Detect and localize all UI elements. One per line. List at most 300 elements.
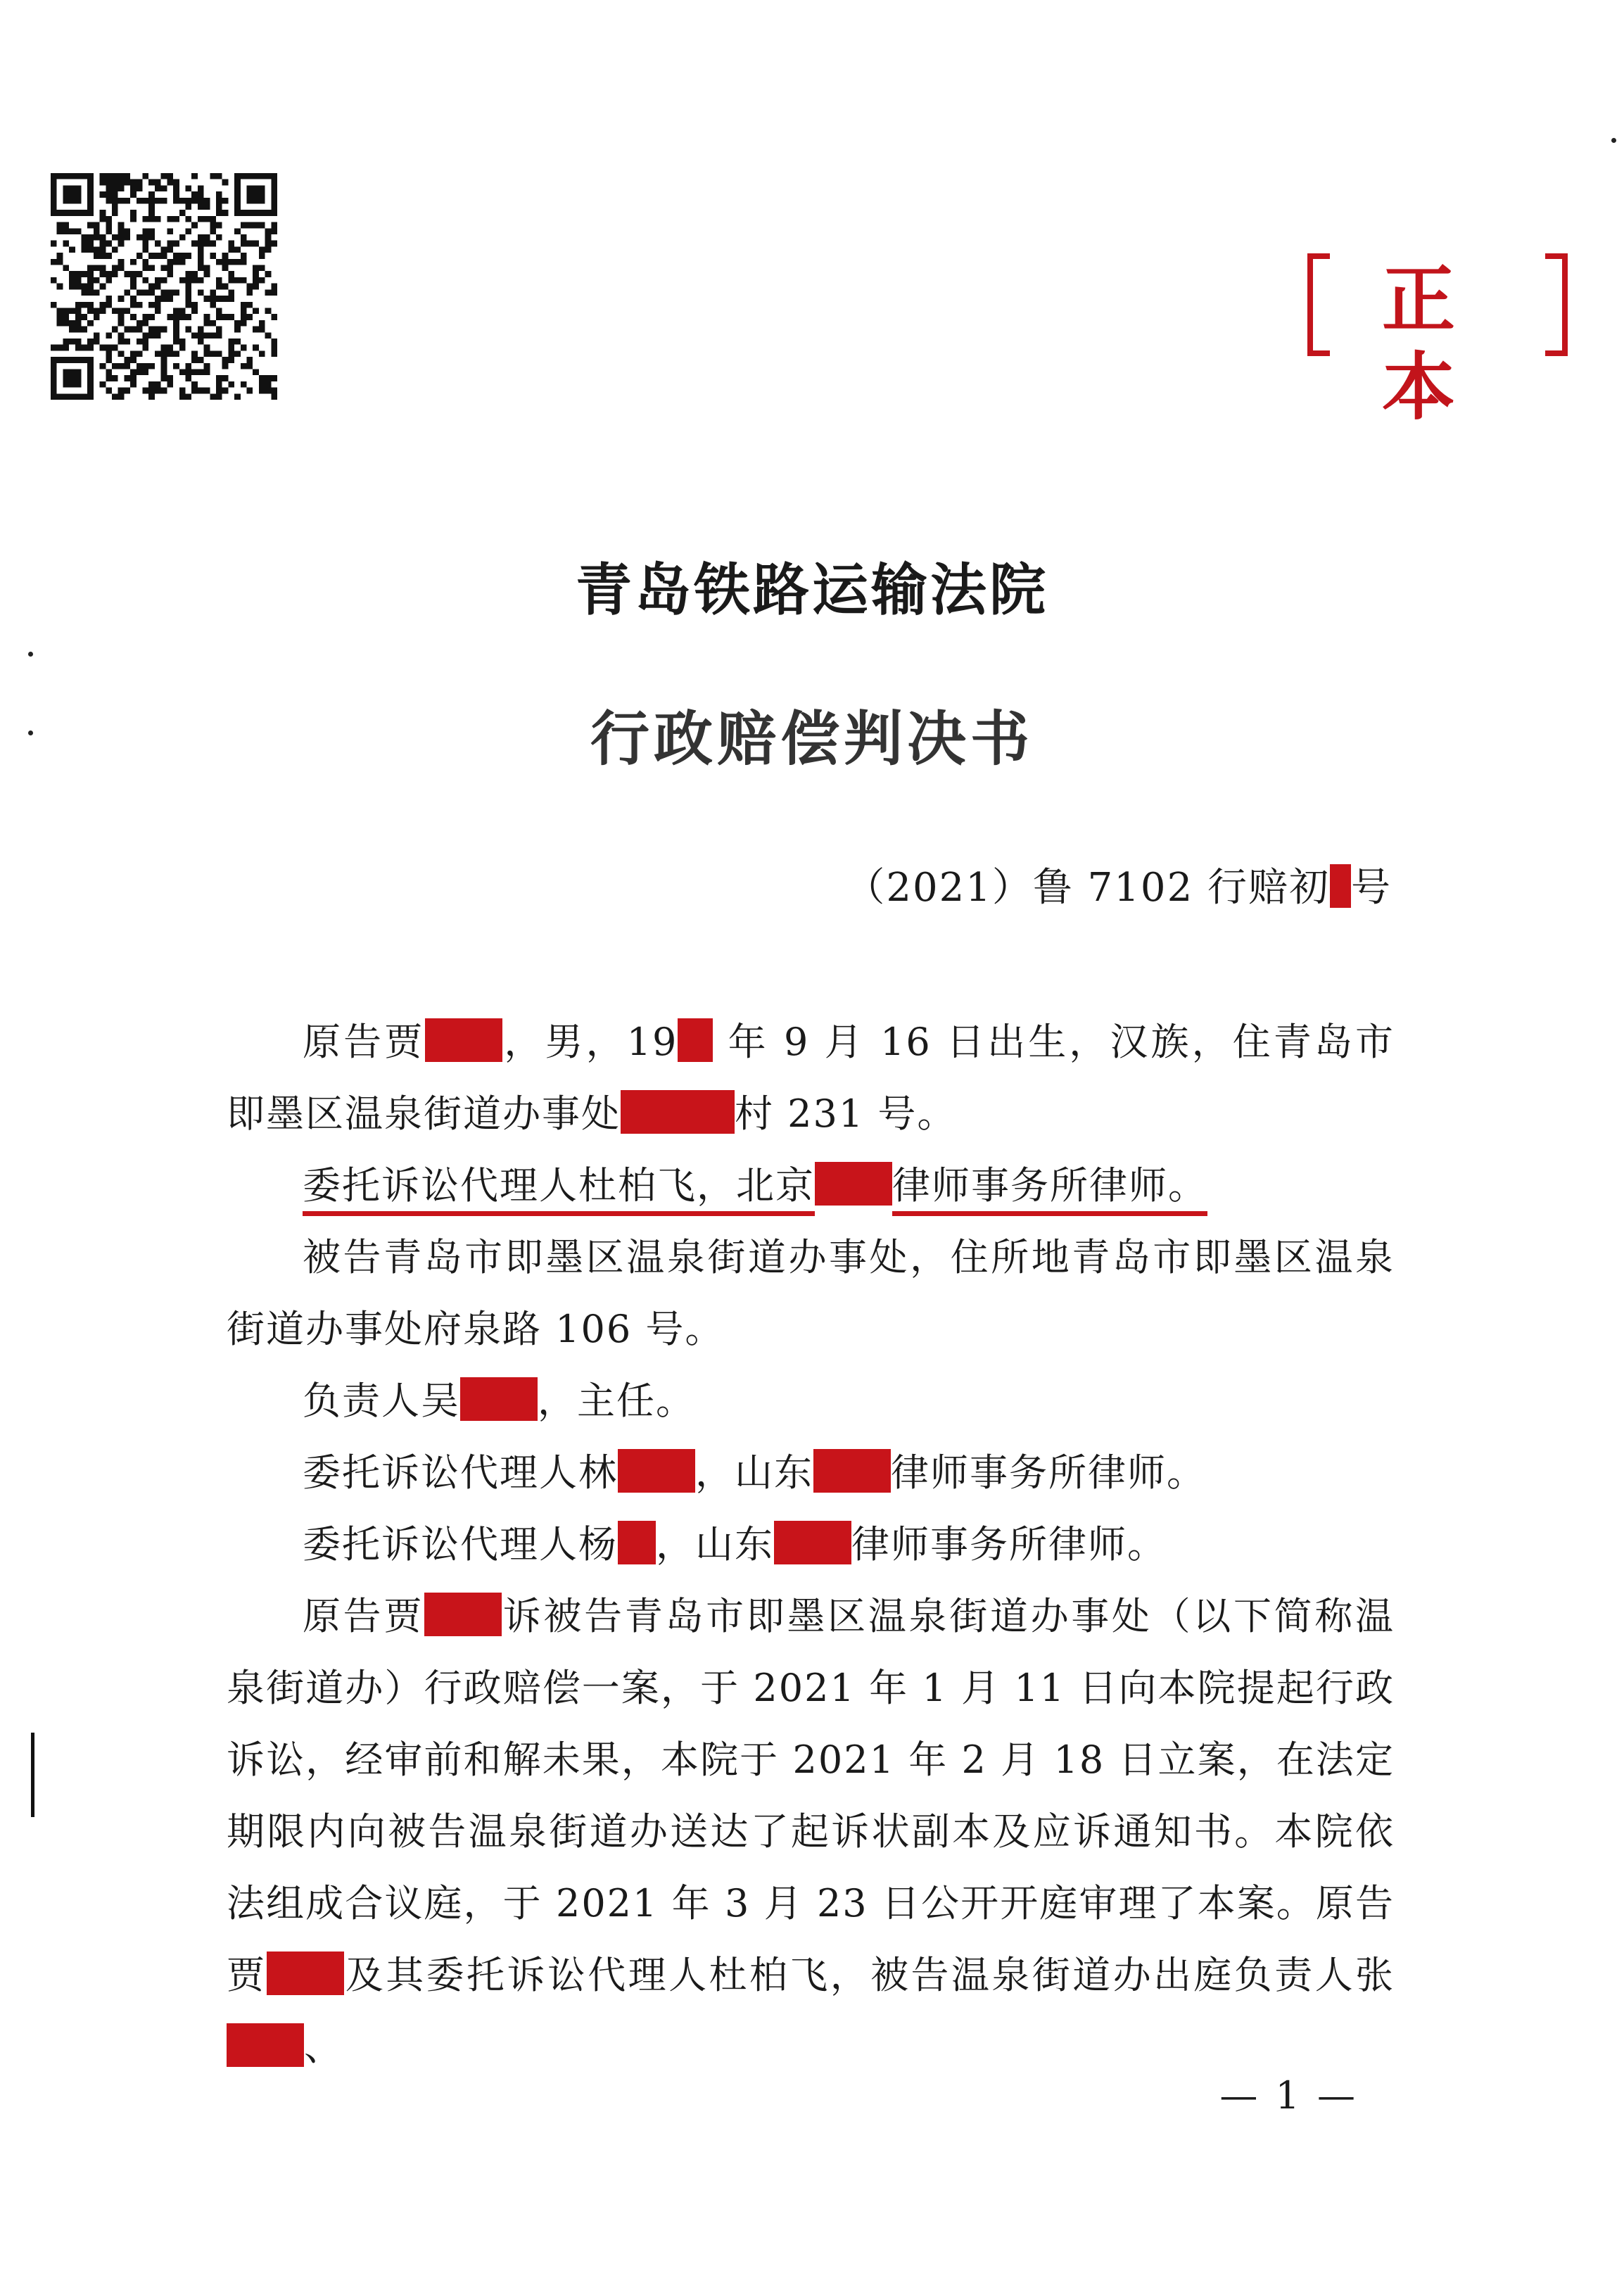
qr-module bbox=[143, 320, 149, 327]
qr-module bbox=[259, 253, 265, 259]
qr-module bbox=[69, 277, 75, 284]
qr-module bbox=[137, 253, 143, 259]
qr-module bbox=[259, 381, 265, 388]
qr-module bbox=[253, 369, 259, 375]
qr-module bbox=[179, 234, 186, 241]
qr-module bbox=[161, 327, 167, 333]
qr-module bbox=[185, 204, 191, 210]
qr-module bbox=[167, 179, 173, 186]
qr-module bbox=[228, 241, 234, 247]
qr-module bbox=[57, 210, 63, 216]
qr-module bbox=[271, 210, 277, 216]
qr-module bbox=[143, 363, 149, 369]
qr-module bbox=[75, 375, 82, 381]
qr-module bbox=[234, 393, 241, 400]
qr-module bbox=[137, 339, 143, 345]
qr-module bbox=[63, 339, 69, 345]
qr-module bbox=[112, 198, 118, 204]
qr-module bbox=[75, 198, 82, 204]
qr-module bbox=[87, 198, 94, 204]
qr-module bbox=[118, 314, 125, 320]
qr-module bbox=[82, 327, 88, 333]
qr-module bbox=[161, 388, 167, 394]
qr-module bbox=[148, 228, 155, 234]
qr-module bbox=[112, 204, 118, 210]
redaction-box bbox=[618, 1521, 656, 1564]
qr-module bbox=[148, 393, 155, 400]
qr-module bbox=[143, 265, 149, 272]
text-run: 及其委托诉讼代理人杜柏飞，被告温泉街道办出庭负责人张 bbox=[344, 1953, 1395, 1997]
qr-module bbox=[57, 320, 63, 327]
qr-module bbox=[100, 241, 106, 247]
qr-module bbox=[106, 296, 112, 302]
qr-module bbox=[87, 339, 94, 345]
qr-module bbox=[69, 271, 75, 277]
qr-module bbox=[69, 185, 75, 191]
qr-module bbox=[137, 320, 143, 327]
qr-module bbox=[57, 345, 63, 351]
qr-module bbox=[161, 289, 167, 296]
qr-module bbox=[179, 369, 186, 375]
qr-module bbox=[216, 284, 222, 290]
qr-module bbox=[124, 363, 130, 369]
qr-module bbox=[185, 228, 191, 234]
qr-module bbox=[63, 320, 69, 327]
qr-module bbox=[75, 173, 82, 179]
qr-module bbox=[210, 393, 216, 400]
qr-module bbox=[204, 216, 210, 222]
qr-module bbox=[118, 339, 125, 345]
qr-module bbox=[265, 289, 272, 296]
qr-code-graphic bbox=[51, 173, 277, 400]
qr-module bbox=[75, 191, 82, 198]
qr-module bbox=[198, 357, 204, 363]
qr-module bbox=[51, 198, 57, 204]
qr-module bbox=[161, 277, 167, 284]
qr-module bbox=[87, 381, 94, 388]
qr-module bbox=[228, 289, 234, 296]
qr-module bbox=[148, 332, 155, 339]
qr-module bbox=[130, 271, 137, 277]
qr-module bbox=[241, 345, 247, 351]
qr-module bbox=[124, 198, 130, 204]
qr-module bbox=[204, 369, 210, 375]
qr-module bbox=[137, 369, 143, 375]
qr-module bbox=[155, 253, 161, 259]
qr-module bbox=[155, 296, 161, 302]
qr-module bbox=[216, 277, 222, 284]
qr-module bbox=[216, 198, 222, 204]
qr-module bbox=[210, 332, 216, 339]
redaction-box bbox=[227, 2023, 304, 2067]
qr-module bbox=[210, 320, 216, 327]
qr-module bbox=[210, 302, 216, 308]
qr-module bbox=[148, 284, 155, 290]
qr-module bbox=[75, 339, 82, 345]
qr-module bbox=[82, 234, 88, 241]
qr-module bbox=[118, 185, 125, 191]
qr-module bbox=[155, 381, 161, 388]
qr-module bbox=[173, 191, 179, 198]
qr-module bbox=[241, 308, 247, 314]
paragraph-case-summary bbox=[227, 1581, 1395, 2083]
qr-module bbox=[185, 277, 191, 284]
qr-module bbox=[106, 198, 112, 204]
qr-module bbox=[87, 302, 94, 308]
redaction-box bbox=[678, 1018, 713, 1062]
qr-module bbox=[204, 332, 210, 339]
qr-module bbox=[167, 228, 173, 234]
qr-module bbox=[148, 289, 155, 296]
qr-module bbox=[148, 302, 155, 308]
page-number-text: — 1 — bbox=[1219, 2073, 1358, 2118]
qr-module bbox=[259, 350, 265, 357]
qr-module bbox=[204, 241, 210, 247]
qr-module bbox=[94, 308, 100, 314]
qr-module bbox=[234, 173, 241, 179]
qr-module bbox=[271, 241, 277, 247]
qr-module bbox=[137, 185, 143, 191]
qr-module bbox=[155, 284, 161, 290]
scan-artifact-dot bbox=[28, 652, 33, 657]
qr-module bbox=[124, 357, 130, 363]
qr-module bbox=[106, 388, 112, 394]
qr-module bbox=[216, 296, 222, 302]
qr-module bbox=[94, 314, 100, 320]
qr-module bbox=[271, 339, 277, 345]
qr-module bbox=[63, 265, 69, 272]
qr-module bbox=[198, 369, 204, 375]
qr-module bbox=[216, 191, 222, 198]
qr-module bbox=[204, 271, 210, 277]
qr-module bbox=[271, 179, 277, 186]
qr-module bbox=[137, 302, 143, 308]
qr-module bbox=[130, 191, 137, 198]
qr-module bbox=[191, 198, 198, 204]
qr-module bbox=[191, 388, 198, 394]
qr-module bbox=[124, 234, 130, 241]
qr-module bbox=[179, 314, 186, 320]
scan-artifact-dot bbox=[28, 730, 33, 735]
qr-module bbox=[143, 277, 149, 284]
qr-module bbox=[143, 259, 149, 265]
paragraph-plaintiff bbox=[227, 1006, 1395, 1150]
qr-module bbox=[259, 185, 265, 191]
qr-module bbox=[69, 393, 75, 400]
text-run: 原告贾 bbox=[303, 1594, 425, 1638]
stamp-bracket-right bbox=[1545, 253, 1568, 356]
qr-module bbox=[198, 253, 204, 259]
qr-module bbox=[167, 173, 173, 179]
qr-module bbox=[167, 259, 173, 265]
qr-module bbox=[222, 314, 229, 320]
text-run: 委托诉讼代理人杨 bbox=[303, 1522, 618, 1567]
qr-module bbox=[143, 241, 149, 247]
qr-module bbox=[173, 185, 179, 191]
qr-module bbox=[124, 388, 130, 394]
qr-module bbox=[106, 241, 112, 247]
qr-module bbox=[234, 320, 241, 327]
qr-module bbox=[161, 198, 167, 204]
qr-module bbox=[57, 222, 63, 229]
qr-module bbox=[87, 191, 94, 198]
qr-module bbox=[185, 296, 191, 302]
qr-module bbox=[130, 327, 137, 333]
text-run: 委托诉讼代理人林 bbox=[303, 1450, 618, 1495]
qr-module bbox=[191, 271, 198, 277]
qr-module bbox=[130, 179, 137, 186]
qr-module bbox=[167, 265, 173, 272]
qr-module bbox=[57, 357, 63, 363]
qr-module bbox=[271, 345, 277, 351]
qr-module bbox=[130, 302, 137, 308]
qr-module bbox=[148, 327, 155, 333]
qr-module bbox=[118, 363, 125, 369]
qr-module bbox=[87, 271, 94, 277]
qr-module bbox=[112, 308, 118, 314]
qr-module bbox=[246, 314, 253, 320]
qr-module bbox=[106, 191, 112, 198]
qr-module bbox=[106, 216, 112, 222]
qr-module bbox=[87, 277, 94, 284]
qr-module bbox=[112, 179, 118, 186]
text-run: 诉被告青岛市即墨区温泉街道办事处（以下简称温泉街道办）行政赔偿一案，于 2021 年 1 月 11 日向本院提起行政诉讼，经审前和解未果，本院于 2021 年 2 月 18 日立案，在法定期限内向被告温泉街道办送达了起诉状副本及应诉通知书。本院依法组成合议庭，于 2021 年 3 月 23 日公开开庭审理了本案。原告贾 bbox=[227, 1594, 1395, 1997]
qr-module bbox=[124, 308, 130, 314]
qr-module bbox=[210, 222, 216, 229]
qr-module bbox=[63, 222, 69, 229]
qr-module bbox=[106, 185, 112, 191]
qr-module bbox=[265, 332, 272, 339]
qr-module bbox=[179, 339, 186, 345]
qr-module bbox=[265, 308, 272, 314]
qr-module bbox=[191, 222, 198, 229]
text-run: 、 bbox=[304, 2025, 343, 2069]
qr-module bbox=[216, 350, 222, 357]
qr-module bbox=[265, 388, 272, 394]
qr-module bbox=[106, 302, 112, 308]
qr-module bbox=[69, 320, 75, 327]
qr-module bbox=[69, 357, 75, 363]
qr-module bbox=[210, 216, 216, 222]
original-copy-stamp bbox=[1307, 253, 1568, 430]
qr-module bbox=[246, 357, 253, 363]
qr-module bbox=[179, 345, 186, 351]
qr-module bbox=[198, 265, 204, 272]
qr-module bbox=[228, 314, 234, 320]
redaction-box bbox=[621, 1090, 735, 1134]
qr-module bbox=[259, 327, 265, 333]
qr-module bbox=[198, 198, 204, 204]
qr-module bbox=[210, 289, 216, 296]
qr-module bbox=[253, 284, 259, 290]
qr-module bbox=[69, 375, 75, 381]
qr-module bbox=[75, 277, 82, 284]
qr-module bbox=[167, 246, 173, 253]
qr-module bbox=[124, 173, 130, 179]
qr-module bbox=[228, 381, 234, 388]
qr-module bbox=[51, 381, 57, 388]
qr-module bbox=[271, 191, 277, 198]
qr-module bbox=[198, 234, 204, 241]
paragraph-defendant-agent-2 bbox=[227, 1509, 1395, 1581]
qr-module bbox=[112, 234, 118, 241]
qr-module bbox=[253, 271, 259, 277]
qr-code bbox=[51, 173, 277, 400]
qr-module bbox=[155, 302, 161, 308]
qr-module bbox=[241, 234, 247, 241]
qr-module bbox=[191, 350, 198, 357]
redaction-box bbox=[815, 1162, 892, 1206]
qr-module bbox=[75, 210, 82, 216]
qr-module bbox=[228, 259, 234, 265]
qr-module bbox=[75, 185, 82, 191]
qr-module bbox=[204, 314, 210, 320]
qr-module bbox=[130, 296, 137, 302]
qr-module bbox=[69, 173, 75, 179]
qr-module bbox=[100, 284, 106, 290]
qr-module bbox=[100, 265, 106, 272]
qr-module bbox=[143, 314, 149, 320]
qr-module bbox=[191, 332, 198, 339]
qr-module bbox=[173, 241, 179, 247]
qr-module bbox=[148, 363, 155, 369]
qr-module bbox=[234, 350, 241, 357]
qr-module bbox=[100, 308, 106, 314]
qr-module bbox=[173, 332, 179, 339]
qr-module bbox=[246, 198, 253, 204]
qr-module bbox=[155, 179, 161, 186]
qr-module bbox=[118, 332, 125, 339]
qr-module bbox=[69, 308, 75, 314]
qr-module bbox=[63, 375, 69, 381]
qr-module bbox=[246, 185, 253, 191]
qr-module bbox=[87, 320, 94, 327]
qr-module bbox=[155, 216, 161, 222]
qr-module bbox=[51, 179, 57, 186]
qr-module bbox=[228, 350, 234, 357]
qr-module bbox=[210, 241, 216, 247]
qr-module bbox=[222, 296, 229, 302]
qr-module bbox=[185, 271, 191, 277]
qr-module bbox=[82, 357, 88, 363]
qr-module bbox=[241, 253, 247, 259]
qr-module bbox=[63, 210, 69, 216]
qr-module bbox=[246, 191, 253, 198]
qr-module bbox=[82, 246, 88, 253]
qr-module bbox=[241, 241, 247, 247]
qr-module bbox=[143, 198, 149, 204]
qr-module bbox=[148, 381, 155, 388]
qr-module bbox=[234, 339, 241, 345]
qr-module bbox=[87, 357, 94, 363]
qr-module bbox=[198, 332, 204, 339]
qr-module bbox=[94, 246, 100, 253]
qr-module bbox=[167, 381, 173, 388]
qr-module bbox=[241, 259, 247, 265]
qr-module bbox=[100, 381, 106, 388]
qr-module bbox=[57, 259, 63, 265]
qr-module bbox=[216, 393, 222, 400]
qr-module bbox=[198, 327, 204, 333]
qr-module bbox=[259, 265, 265, 272]
qr-module bbox=[246, 210, 253, 216]
qr-module bbox=[75, 228, 82, 234]
qr-module bbox=[124, 228, 130, 234]
qr-module bbox=[259, 198, 265, 204]
qr-module bbox=[51, 369, 57, 375]
qr-module bbox=[143, 228, 149, 234]
qr-module bbox=[137, 234, 143, 241]
qr-module bbox=[94, 277, 100, 284]
judgment-body bbox=[227, 1006, 1395, 2083]
qr-module bbox=[75, 302, 82, 308]
qr-module bbox=[100, 210, 106, 216]
qr-module bbox=[69, 381, 75, 388]
qr-module bbox=[106, 173, 112, 179]
qr-module bbox=[143, 332, 149, 339]
qr-module bbox=[87, 284, 94, 290]
qr-module bbox=[63, 173, 69, 179]
qr-module bbox=[148, 314, 155, 320]
qr-module bbox=[228, 277, 234, 284]
qr-module bbox=[143, 216, 149, 222]
qr-module bbox=[198, 204, 204, 210]
qr-module bbox=[112, 191, 118, 198]
qr-module bbox=[75, 271, 82, 277]
qr-module bbox=[51, 357, 57, 363]
qr-module bbox=[234, 185, 241, 191]
qr-module bbox=[87, 246, 94, 253]
qr-module bbox=[130, 350, 137, 357]
qr-module bbox=[148, 204, 155, 210]
qr-module bbox=[155, 308, 161, 314]
qr-module bbox=[253, 198, 259, 204]
qr-module bbox=[130, 185, 137, 191]
qr-module bbox=[271, 314, 277, 320]
qr-module bbox=[118, 198, 125, 204]
qr-module bbox=[173, 216, 179, 222]
qr-module bbox=[100, 179, 106, 186]
text-run: ，山东 bbox=[656, 1522, 774, 1567]
qr-module bbox=[63, 393, 69, 400]
redaction-box bbox=[813, 1449, 891, 1493]
qr-module bbox=[51, 375, 57, 381]
qr-module bbox=[253, 265, 259, 272]
qr-module bbox=[167, 350, 173, 357]
qr-module bbox=[185, 253, 191, 259]
qr-module bbox=[94, 253, 100, 259]
qr-module bbox=[198, 259, 204, 265]
qr-module bbox=[234, 246, 241, 253]
qr-module bbox=[179, 253, 186, 259]
qr-module bbox=[87, 173, 94, 179]
qr-module bbox=[94, 289, 100, 296]
qr-module bbox=[63, 241, 69, 247]
qr-module bbox=[173, 363, 179, 369]
qr-module bbox=[69, 339, 75, 345]
qr-module bbox=[118, 173, 125, 179]
qr-module bbox=[173, 327, 179, 333]
qr-module bbox=[130, 210, 137, 216]
qr-module bbox=[228, 339, 234, 345]
qr-module bbox=[185, 314, 191, 320]
qr-module bbox=[173, 253, 179, 259]
qr-module bbox=[87, 375, 94, 381]
qr-module bbox=[216, 234, 222, 241]
qr-module bbox=[87, 204, 94, 210]
redaction-box bbox=[424, 1593, 502, 1636]
qr-module bbox=[161, 350, 167, 357]
